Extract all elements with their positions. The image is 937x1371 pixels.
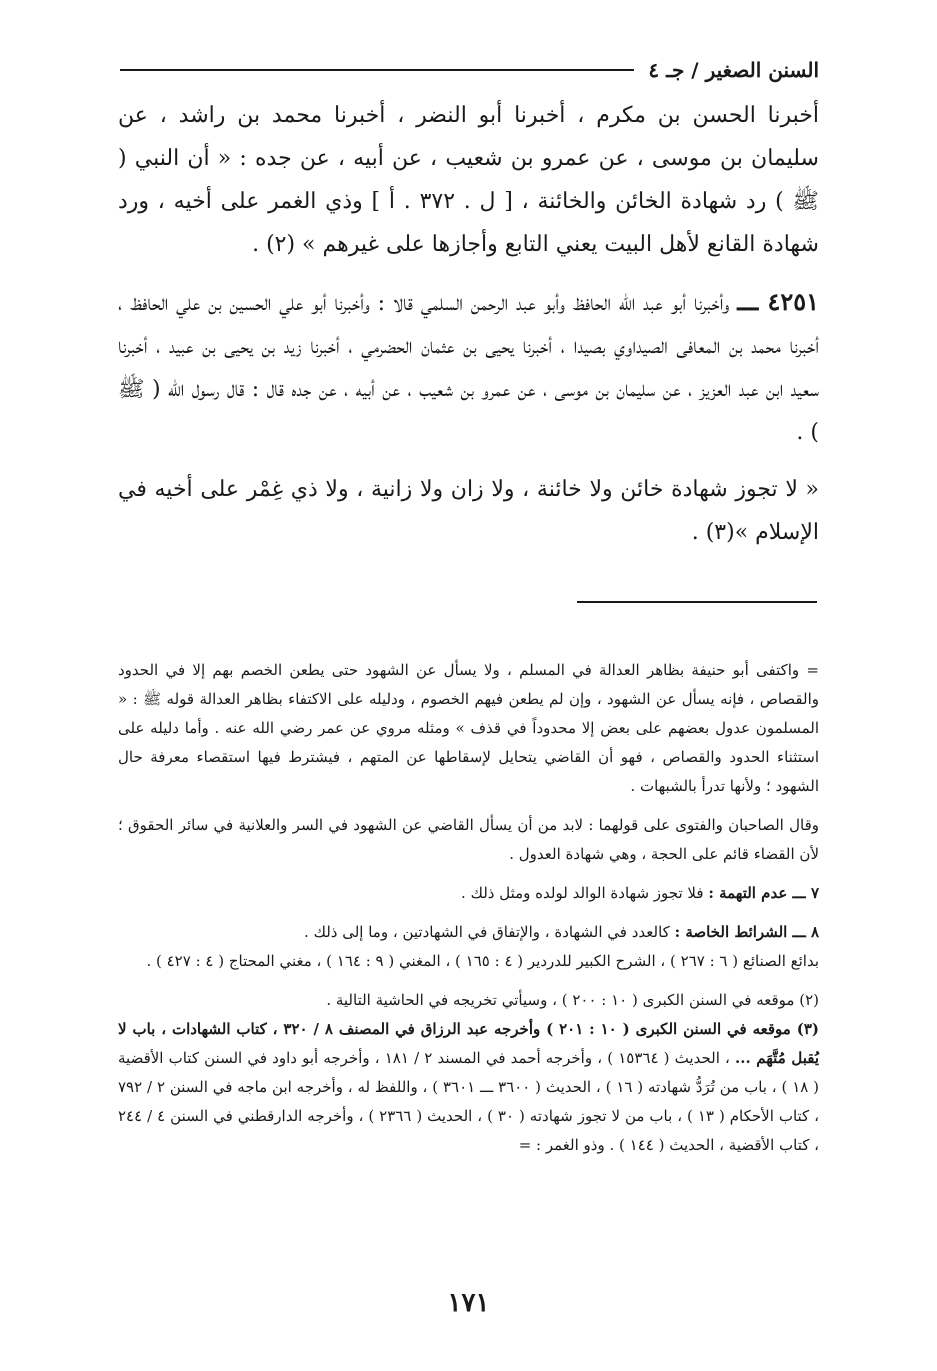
paragraph-hadith-continuation: أخبرنا الحسن بن مكرم ، أخبرنا أبو النضر ، أخبرنا محمد بن راشد ، عن سليمان بن موسى ، عن عمرو بن شعيب ، عن أبيه ، عن جده : « أن النبي ( ﷺ ) رد شهادة الخائن والخائنة ، [ ل . ٣٧٢ . أ ] وذي الغمر على أخيه ، ورد شهادة القانع لأهل البيت يعني التابع وأجازها على غيرهم » (٢) . bbox=[118, 103, 820, 257]
condition-7-text: فلا تجوز شهادة الوالد لولده ومثل ذلك . bbox=[461, 884, 709, 902]
condition-8-heading: ٨ ـــ الشرائط الخاصة : bbox=[674, 923, 819, 941]
main-text bbox=[118, 94, 819, 554]
footnote-continuation: = واكتفى أبو حنيفة بظاهر العدالة في المسلم ، ولا يسأل عن الشهود حتى يطعن الخصم بهم إلا في الحدود والقصاص ، فإنه يسأل عن الشهود ، وإن لم يطعن فيهم الخصوم ، ودليله على الاكتفاء بظاهر العدالة قوله ﷺ : « المسلمون عدول بعضهم على بعض إلا محدوداً في قذف » ومثله مروي عن عمر رضي الله عنه . وأما دليله على استثناء الحدود والقصاص ، فهو أن القاضي يتحايل لإسقاطها عن المتهم ، فيشترط فيها استقصاء معرفة حال الشهود ؛ ولأنها تدرأ بالشبهات . bbox=[118, 661, 819, 795]
running-header bbox=[120, 58, 819, 82]
running-title: السنن الصغير / جـ ٤ bbox=[648, 58, 819, 82]
page-number: ١٧١ bbox=[447, 1288, 490, 1318]
footnote-condition-8 bbox=[118, 918, 819, 947]
footnotes bbox=[118, 656, 819, 1160]
condition-7-heading: ٧ ـــ عدم التهمة : bbox=[708, 884, 819, 902]
header-rule bbox=[120, 69, 634, 71]
paragraph-hadith-matn: « لا تجوز شهادة خائن ولا خائنة ، ولا زان ولا زانية ، ولا ذي غِمْر على أخيه في الإسلام »(٣) . bbox=[118, 477, 819, 545]
footnote-3-text: ، الحديث ( ١٥٣٦٤ ) ، وأخرجه أحمد في المسند ٢ / ١٨١ ، وأخرجه أبو داود في السنن كتاب الأقضية ( ١٨ ) ، باب من تُرَدُّ شهادته ( ١٦ ) ، الحديث ( ٣٦٠٠ ـــ ٣٦٠١ ) ، واللفظ له ، وأخرجه ابن ماجه في السنن ٢ / ٧٩٢ ، كتاب الأحكام ( ١٣ ) ، باب من لا تجوز شهادته ( ٣٠ ) ، الحديث ( ٢٣٦٦ ) ، وأخرجه الدارقطني في السنن ٤ / ٢٤٤ ، كتاب الأقضية ، الحديث ( ١٤٤ ) . وذو الغمر : = bbox=[118, 1049, 820, 1154]
footnote-3 bbox=[118, 1015, 819, 1160]
condition-8-text: كالعدد في الشهادة ، والإتفاق في الشهادتين ، وما إلى ذلك . bbox=[304, 923, 675, 941]
footnote-3-heading: (٣) موقعه في السنن الكبرى ( ١٠ : ٢٠١ ) وأخرجه عبد الرزاق في المصنف ٨ / ٣٢٠ ، كتاب الشهادات ، باب لا يُقبل مُتَّهَم ... bbox=[118, 1020, 819, 1067]
hadith-number: ٤٢٥١ ـــ bbox=[737, 287, 820, 316]
footnote-2: (٢) موقعه في السنن الكبرى ( ١٠ : ٢٠٠ ) ، وسيأتي تخريجه في الحاشية التالية . bbox=[326, 991, 819, 1009]
hadith-isnad: وأخبرنا أبو عبد الله الحافظ وأبو عبد الرحمن السلمي قالا : وأخبرنا أبو علي الحسين بن علي الحافظ ، أخبرنا محمد بن المعافى الصيداوي بصيدا ، أخبرنا يحيى بن عثمان الحضرمي ، أخبرنا زيد بن يحيى بن عبيد ، أخبرنا سعيد ابن عبد العزيز ، عن سليمان بن موسى ، عن عمرو بن شعيب ، عن أبيه ، عن جده قال : قال رسول الله ( ﷺ ) . bbox=[118, 291, 819, 445]
footnote-sahiban-view: وقال الصاحبان والفتوى على قولهما : لابد من أن يسأل القاضي عن الشهود في السر والعلانية في سائر الحقوق ؛ لأن القضاء قائم على الحجة ، وهي شهادة العدول . bbox=[118, 816, 819, 863]
footnote-condition-7 bbox=[118, 879, 819, 908]
footnote-separator bbox=[577, 601, 817, 603]
footnote-references: بدائع الصنائع ( ٦ : ٢٦٧ ) ، الشرح الكبير للدردير ( ٤ : ١٦٥ ) ، المغني ( ٩ : ١٦٤ ) ، مغني المحتاج ( ٤ : ٤٢٧ ) . bbox=[146, 952, 819, 970]
paragraph-hadith-4251 bbox=[118, 280, 819, 454]
